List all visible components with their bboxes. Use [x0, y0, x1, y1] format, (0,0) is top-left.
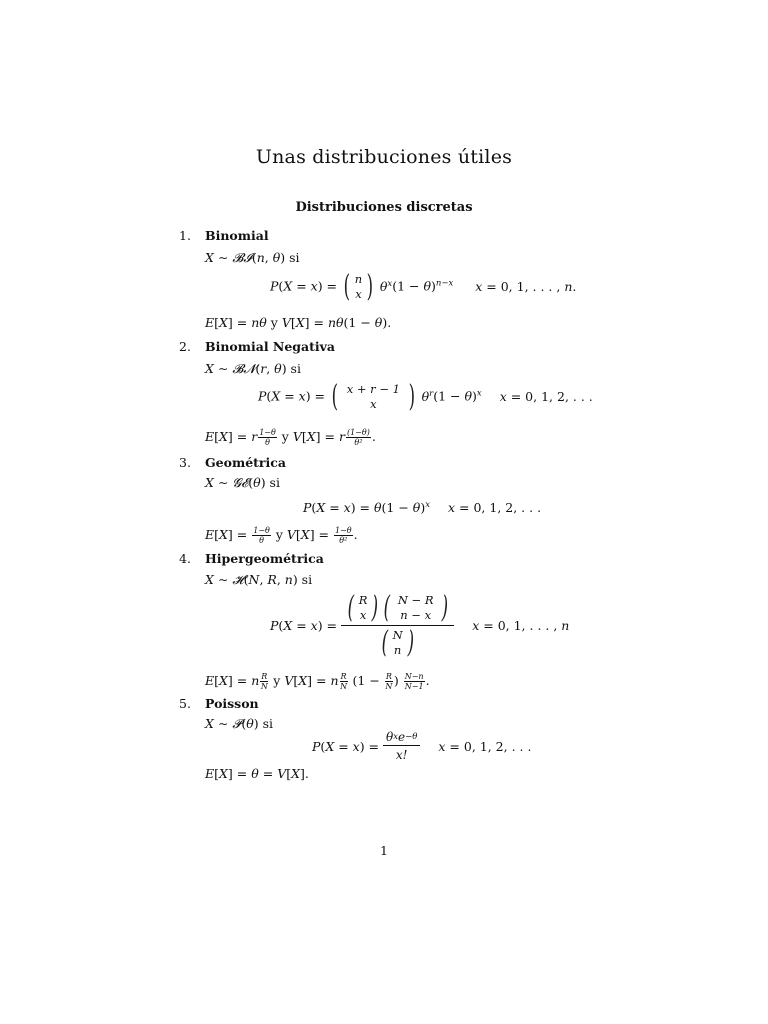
distribution-name: Binomial Negativa	[205, 339, 336, 354]
section-heading: Distribuciones discretas	[295, 200, 473, 215]
distribution-name: Geométrica	[205, 455, 286, 470]
item-number: 2.	[179, 339, 191, 354]
document-title: Unas distribuciones útiles	[255, 146, 513, 168]
page-number: 1	[380, 843, 388, 858]
pmf-formula: P(X = x) = ( R x ) ( N − R n − x ) ( N n ) x = 0, 1, . . . , n	[270, 590, 570, 660]
moments: E[X] = θ = V[X].	[205, 766, 309, 781]
moments: E[X] = nθ y V[X] = nθ(1 − θ).	[205, 315, 392, 330]
distribution-definition: X ∼ 𝓖𝓔(θ) si	[205, 475, 280, 490]
distribution-definition: X ∼ 𝓑𝓘(n, θ) si	[205, 250, 300, 265]
pmf-formula: P(X = x) = ( n x ) $\theta^x(1 - \theta)^{n-x}$ x = 0, 1, . . . , n.	[270, 269, 577, 304]
item-number: 5.	[179, 696, 191, 711]
pmf-formula: $P(X = x) = \theta(1 - \theta)^x$ x = 0, 1, 2, . . .	[303, 499, 542, 515]
moments: E[X] = n $\frac{R}{N}$ y V[X] = n $\frac{R}{N}$ (1 − $\frac{R}{N}$ ) $\frac{N-n}{N-1}$ .	[205, 672, 430, 691]
moments: E[X] = $\frac{1-\theta}{\theta}$ y V[X] = $\frac{1-\theta}{\text{θ²}}$ .	[205, 526, 358, 545]
moments: E[X] = r $\frac{1-\theta}{\theta}$ y V[X] = r $\frac{(1-\theta)}{\text{θ²}}$ .	[205, 428, 376, 447]
pmf-formula: P(X = x) = ( x + r − 1 x ) $\theta^r(1 - \theta)^x$ x = 0, 1, 2, . . .	[258, 379, 593, 414]
item-number: 3.	[179, 455, 191, 470]
pmf-formula: P(X = x) = θ x e −θ x! x = 0, 1, 2, . . .	[312, 730, 532, 762]
distribution-definition: X ∼ 𝓟(θ) si	[205, 716, 274, 731]
item-number: 4.	[179, 551, 191, 566]
distribution-definition: X ∼ 𝓑𝓝(r, θ) si	[205, 361, 301, 376]
item-number: 1.	[179, 228, 191, 243]
distribution-name: Hipergeométrica	[205, 551, 324, 566]
distribution-name: Poisson	[205, 696, 259, 711]
distribution-definition: X ∼ 𝓗(N, R, n) si	[205, 572, 313, 587]
distribution-name: Binomial	[205, 228, 269, 243]
